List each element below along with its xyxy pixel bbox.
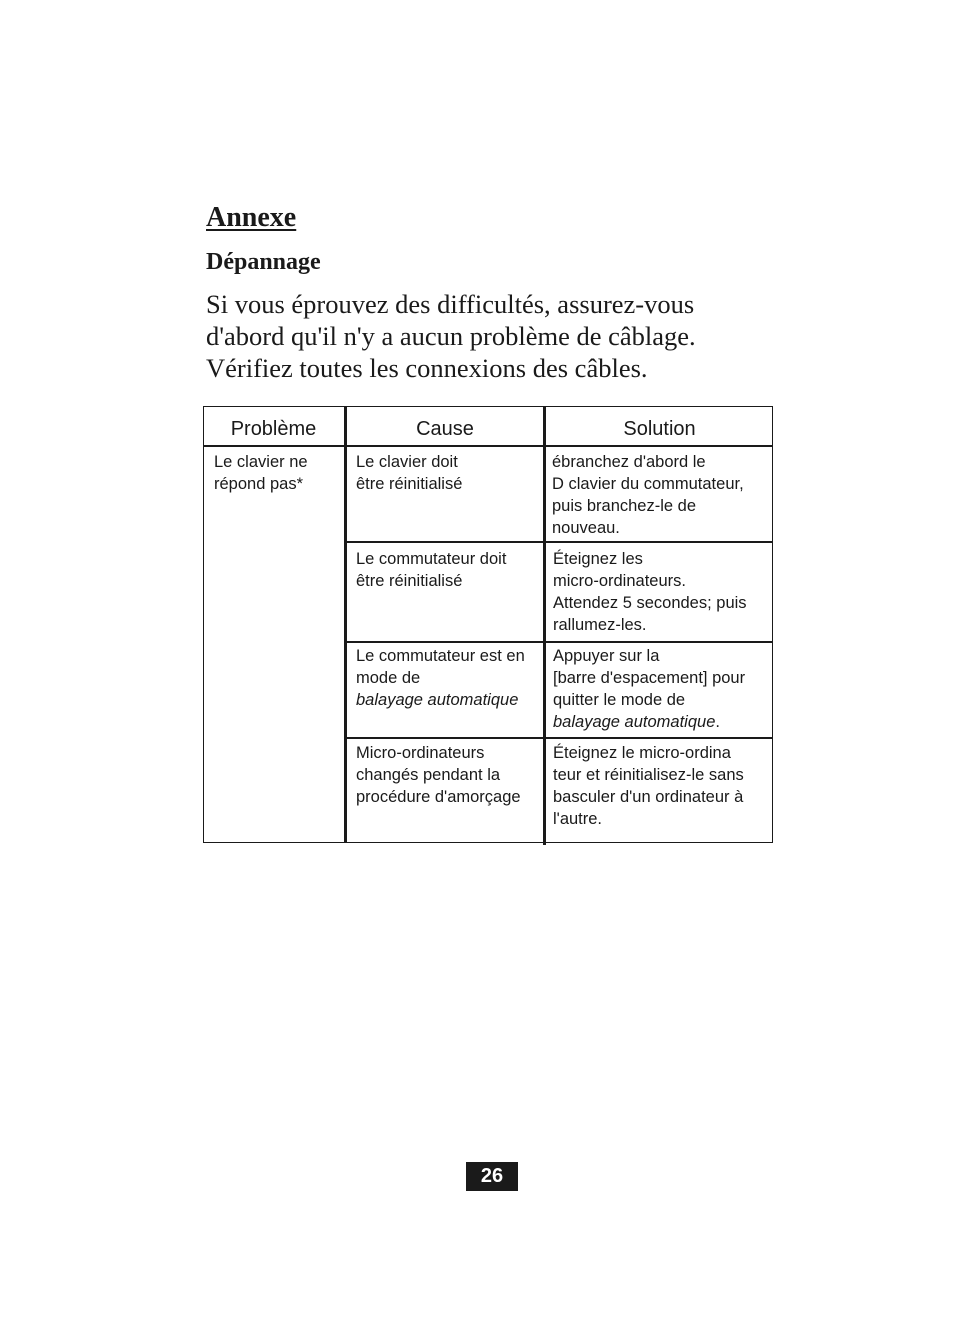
cell-line: Le commutateur est en <box>356 647 525 665</box>
cell-line: être réinitialisé <box>356 475 463 493</box>
table-border-right <box>772 406 773 843</box>
cell-line: Le clavier ne <box>214 453 308 471</box>
header-solution: Solution <box>623 418 696 440</box>
cause-cell <box>356 742 521 808</box>
solution-cell <box>552 451 744 539</box>
solution-cell <box>553 548 747 636</box>
table-border-left <box>203 406 204 843</box>
section-title: Dépannage <box>206 249 321 275</box>
cause-cell <box>356 645 525 711</box>
column-divider <box>543 406 546 845</box>
solution-cell <box>553 645 745 733</box>
cell-line: Appuyer sur la <box>553 647 660 665</box>
cause-cell <box>356 548 506 592</box>
cell-line: Le commutateur doit <box>356 550 507 568</box>
table-border-bottom <box>203 842 773 843</box>
problem-cell <box>214 451 308 495</box>
intro-paragraph <box>206 288 766 384</box>
cell-line: Attendez 5 secondes; puis <box>553 594 747 612</box>
page-title: Annexe <box>206 202 297 233</box>
cause-cell <box>356 451 462 495</box>
intro-line: d'abord qu'il n'y a aucun problème de câblage. <box>206 321 696 351</box>
cell-line: [barre d'espacement] pour <box>553 669 746 687</box>
page-number-badge: 26 <box>466 1162 518 1191</box>
table-border-top <box>203 406 773 407</box>
cell-line: rallumez-les. <box>553 616 647 634</box>
intro-line: Si vous éprouvez des difficultés, assurez-vous <box>206 289 695 319</box>
cell-line: répond pas* <box>214 475 303 493</box>
solution-cell <box>553 742 744 830</box>
cell-line: mode de <box>356 669 421 687</box>
cell-line: puis branchez-le de <box>552 497 697 515</box>
row-divider <box>344 641 773 643</box>
cell-line: être réinitialisé <box>356 572 463 590</box>
cell-line: ébranchez d'abord le <box>552 453 706 471</box>
row-divider <box>344 737 773 739</box>
intro-line: Vérifiez toutes les connexions des câbles. <box>206 353 648 383</box>
cell-line: D clavier du commutateur, <box>552 475 744 493</box>
italic-term: balayage automatique <box>553 713 716 731</box>
cell-line: changés pendant la <box>356 766 501 784</box>
row-divider <box>344 541 773 543</box>
cell-line: Éteignez les <box>553 550 643 568</box>
cell-line: Le clavier doit <box>356 453 458 471</box>
cell-line: teur et réinitialisez-le sans <box>553 766 744 784</box>
cell-line: Éteignez le micro-ordina <box>553 744 731 762</box>
cell-line: quitter le mode de <box>553 691 686 709</box>
column-divider <box>344 406 347 843</box>
cell-line: balayage automatique <box>356 691 519 709</box>
header-problem: Problème <box>230 418 317 440</box>
cell-line: micro-ordinateurs. <box>553 572 686 590</box>
header-cause: Cause <box>416 418 474 440</box>
header-divider <box>203 445 773 447</box>
period: . <box>715 713 720 731</box>
troubleshooting-table <box>203 406 773 843</box>
cell-line: basculer d'un ordinateur à <box>553 788 744 806</box>
cell-line: l'autre. <box>553 810 603 828</box>
cell-line: nouveau. <box>552 519 620 537</box>
cell-line: procédure d'amorçage <box>356 788 521 806</box>
cell-line: Micro-ordinateurs <box>356 744 485 762</box>
cell-line <box>553 711 745 733</box>
